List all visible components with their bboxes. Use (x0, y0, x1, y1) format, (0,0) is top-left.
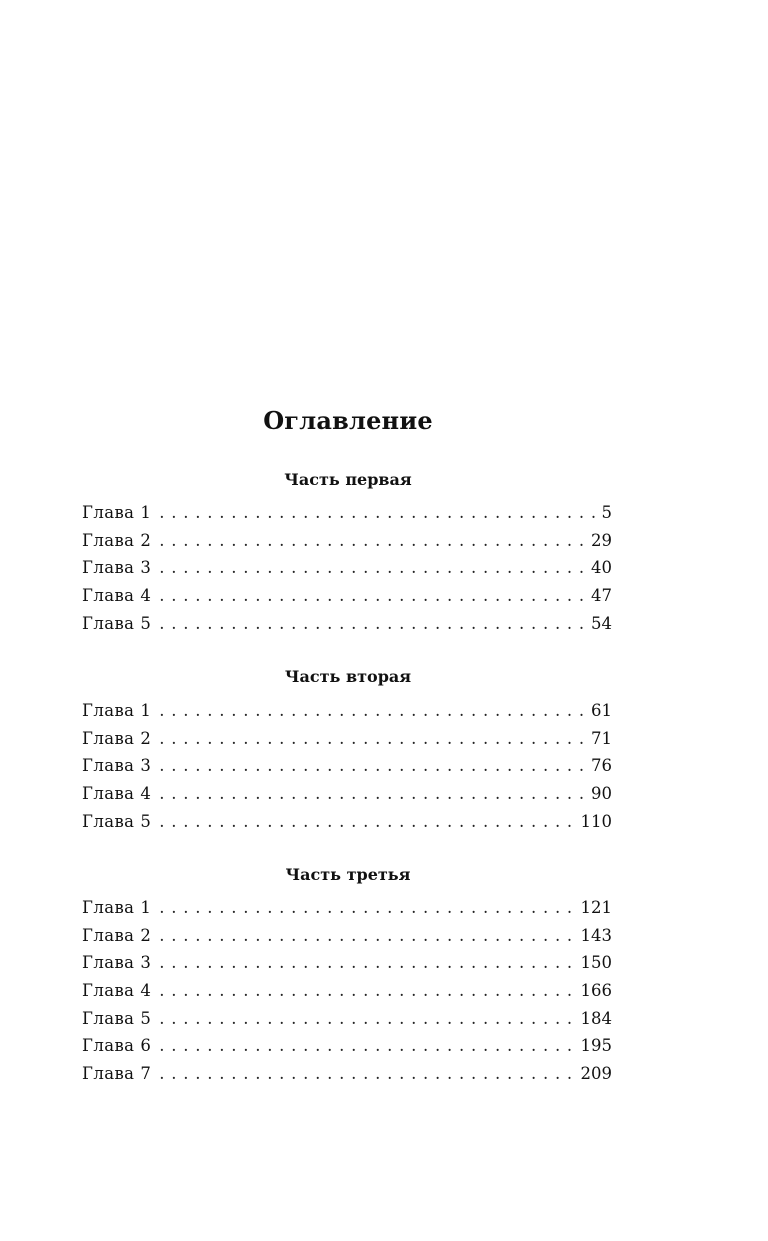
chapter-number: 5 (140, 811, 152, 831)
chapter-number: 1 (140, 898, 152, 917)
part-3 (0, 863, 768, 887)
part-heading: Часть третья (285, 865, 411, 884)
chapter-label: Глава (82, 811, 135, 831)
chapter-number: 5 (140, 1008, 152, 1028)
toc-entry[interactable] (82, 1005, 612, 1033)
page-number: 5 (601, 503, 612, 522)
chapter-number: 4 (140, 981, 152, 1001)
dot-leader (159, 610, 587, 638)
chapter-number: 7 (140, 1064, 152, 1084)
part-heading: Часть вторая (284, 667, 412, 686)
chapter-number: 1 (140, 701, 152, 720)
page-number: 71 (591, 728, 612, 748)
part-2 (0, 665, 768, 689)
toc-entry[interactable] (82, 752, 612, 780)
chapter-label: Глава (82, 756, 135, 776)
page-number: 209 (580, 1064, 612, 1084)
dot-leader (159, 1005, 576, 1033)
chapter-label: Глава (82, 1064, 135, 1084)
chapter-number: 1 (140, 503, 152, 522)
toc-entry[interactable] (82, 554, 612, 582)
toc-entry[interactable] (82, 582, 612, 610)
dot-leader (159, 752, 587, 780)
page-number: 143 (580, 925, 612, 945)
chapter-label: Глава (82, 784, 135, 804)
toc-entry[interactable] (82, 949, 612, 977)
toc-entry[interactable] (82, 894, 612, 922)
chapter-number: 2 (140, 530, 152, 550)
chapter-number: 3 (140, 558, 152, 578)
part-2-chapter-list (82, 697, 612, 835)
page-number: 166 (580, 981, 612, 1001)
chapter-label: Глава (82, 530, 135, 550)
toc-entry[interactable] (82, 725, 612, 753)
dot-leader (159, 808, 576, 836)
dot-leader (159, 894, 576, 922)
chapter-label: Глава (82, 981, 135, 1001)
page-number: 61 (591, 701, 612, 720)
toc-entry[interactable] (82, 1060, 612, 1088)
toc-entry[interactable] (82, 780, 612, 808)
toc-entry[interactable] (82, 610, 612, 638)
page-title: Оглавление (263, 406, 433, 436)
chapter-number: 2 (140, 728, 152, 748)
chapter-label: Глава (82, 701, 135, 720)
toc-entry[interactable] (82, 697, 612, 725)
page-number: 29 (591, 530, 612, 550)
chapter-number: 5 (140, 613, 152, 633)
dot-leader (159, 582, 587, 610)
page-number: 40 (591, 558, 612, 578)
chapter-number: 4 (140, 784, 152, 804)
page-number: 90 (591, 784, 612, 804)
page-number: 76 (591, 756, 612, 776)
toc-entry[interactable] (82, 977, 612, 1005)
chapter-label: Глава (82, 953, 135, 973)
dot-leader (159, 1032, 576, 1060)
page-number: 54 (591, 613, 612, 633)
chapter-label: Глава (82, 925, 135, 945)
page-number: 121 (580, 898, 612, 917)
toc-entry[interactable] (82, 527, 612, 555)
page-number: 150 (580, 953, 612, 973)
toc-entry[interactable] (82, 1032, 612, 1060)
page-number: 184 (580, 1008, 612, 1028)
dot-leader (159, 554, 587, 582)
chapter-label: Глава (82, 1036, 135, 1056)
chapter-label: Глава (82, 586, 135, 606)
dot-leader (159, 780, 587, 808)
chapter-label: Глава (82, 503, 135, 522)
chapter-label: Глава (82, 1008, 135, 1028)
dot-leader (159, 949, 576, 977)
dot-leader (159, 499, 597, 527)
chapter-label: Глава (82, 728, 135, 748)
chapter-label: Глава (82, 558, 135, 578)
part-1-chapter-list (82, 499, 612, 637)
dot-leader (159, 1060, 576, 1088)
page-number: 47 (591, 586, 612, 606)
toc-entry[interactable] (82, 922, 612, 950)
page-number: 195 (580, 1036, 612, 1056)
toc-entry[interactable] (82, 499, 612, 527)
chapter-label: Глава (82, 613, 135, 633)
toc-entry[interactable] (82, 808, 612, 836)
part-3-chapter-list (82, 894, 612, 1088)
dot-leader (159, 977, 576, 1005)
part-1 (0, 468, 768, 492)
chapter-label: Глава (82, 898, 135, 917)
page-number: 110 (580, 811, 612, 831)
dot-leader (159, 697, 587, 725)
dot-leader (159, 725, 587, 753)
chapter-number: 3 (140, 756, 152, 776)
part-heading: Часть первая (284, 470, 412, 489)
dot-leader (159, 527, 587, 555)
chapter-number: 4 (140, 586, 152, 606)
chapter-number: 3 (140, 953, 152, 973)
chapter-number: 2 (140, 925, 152, 945)
chapter-number: 6 (140, 1036, 152, 1056)
dot-leader (159, 922, 576, 950)
